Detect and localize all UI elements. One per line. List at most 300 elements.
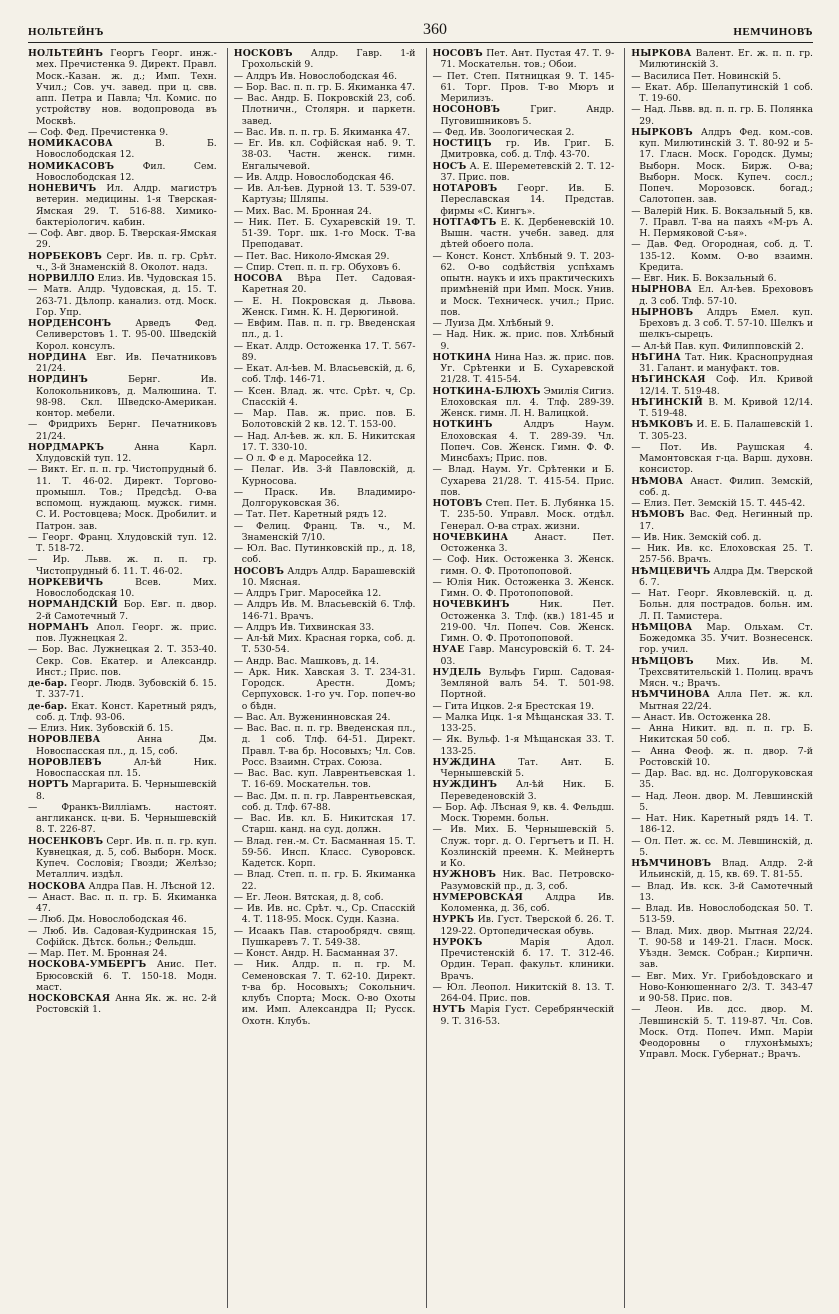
directory-entry: [234, 464, 416, 487]
directory-entry: [234, 341, 416, 364]
entry-details: Гита Ицков. 2-я Брестская 19.: [444, 700, 595, 712]
entry-details: Алдръ Емел. куп. Бреховъ д. 3 соб. Т. 57-10. Шелкъ и шелкъ-сырецъ.: [639, 306, 813, 341]
directory-entry: [28, 442, 217, 465]
entry-details: Екат. Абр. Шелапутинскій 1 соб. Т. 19-60.: [639, 81, 813, 104]
directory-entry: [631, 307, 813, 341]
directory-entry: [433, 599, 615, 644]
entry-surname: НОСЪ: [432, 160, 467, 172]
directory-entry: [234, 543, 416, 566]
entry-details: В. М. Кривой 12/14. Т. 519-48.: [639, 396, 813, 419]
directory-entry: [631, 273, 813, 284]
directory-entry: [433, 712, 615, 735]
directory-entry: [28, 734, 217, 757]
entry-details: В. Б. Новослободская 12.: [36, 138, 217, 161]
entry-details: Матв. Алдр. Чудовская, д. 15. Т. 263-71. Дѣлопр. канализ. отд. Моск. Гор. Упр.: [36, 284, 217, 318]
entry-details: Ел. Ал-ѣев. Брехововъ д. 3 соб. Тлф. 57-10.: [639, 284, 813, 307]
entry-details: Ник. Вас. Петровско-Разумовскій пр., д. 3, соб.: [440, 869, 615, 892]
directory-entry: [433, 982, 615, 1005]
entry-details: Вас. Дм. п. п. гр. Лаврентьевская, соб. д. Тлф. 67-88.: [241, 790, 416, 813]
entry-surname: НОРКЕВИЧЪ: [28, 576, 104, 588]
directory-entry: [433, 498, 615, 532]
entry-details: Ив. Ал-ѣев. Дурной 13. Т. 539-07. Картузы; Шляпы.: [241, 183, 416, 206]
directory-entry: [234, 633, 416, 656]
entry-details: Юл. Вас. Путинковскій пр., д. 18, соб.: [241, 543, 416, 566]
directory-entry: [234, 813, 416, 836]
directory-entry: [631, 498, 813, 509]
entry-surname: НУЖДИНА: [432, 756, 496, 768]
entry-details: Алдръ Ив. М. Власьевскій 6. Тлф. 146-71. Врачъ.: [241, 599, 416, 622]
directory-entry: [631, 689, 813, 712]
entry-details: Елиз. Ник. Зубовскій б. 15.: [40, 723, 174, 734]
entry-surname: НОМИКАСОВЪ: [28, 160, 115, 172]
directory-entry: [234, 127, 416, 138]
directory-entry: [433, 802, 615, 825]
entry-surname: НОРВИЛЛО: [28, 273, 95, 284]
entry-details: Валерій Ник. Б. Вокзальный 5, кв. 7. Правл. Т-ва на паяхъ «М-ръ А. Н. Пермяковой С-ья».: [639, 205, 813, 239]
directory-entry: [28, 183, 217, 228]
entry-surname: НУЖНОВЪ: [432, 869, 497, 881]
header-left-keyword: НОЛЬТЕЙНЪ: [28, 26, 104, 38]
entry-surname: НОСТИЦЪ: [432, 138, 492, 149]
entry-details: Валент. Ег. ж. п. п. гр. Милютинскій 3.: [639, 48, 813, 71]
entry-details: гр. Ив. Григ. Б. Дмитровка, соб. д. Тлф. 43-70.: [440, 138, 615, 161]
entry-details: Гавр. Мансуровскій 6. Т. 24-03.: [440, 644, 615, 667]
entry-details: Елиз. Пет. Земскій 15. Т. 445-42.: [643, 498, 806, 509]
entry-details: Соф. Авг. двор. Б. Тверская-Ямская 29.: [36, 228, 217, 251]
directory-entry: [234, 509, 416, 520]
directory-entry: [433, 644, 615, 667]
directory-entry: [433, 734, 615, 757]
directory-entry: [433, 824, 615, 869]
entry-surname: НОРМАНЪ: [28, 621, 89, 633]
directory-entry: [234, 712, 416, 723]
directory-entry: [631, 374, 813, 397]
directory-entry: [234, 318, 416, 341]
directory-entry: [631, 442, 813, 476]
entry-surname: НОРДМАРКЪ: [28, 441, 105, 453]
entry-surname: НОСКОВА: [28, 880, 86, 892]
directory-entry: [631, 622, 813, 656]
entry-details: Нина Наз. ж. прис. пов. Уг. Срѣтенки и Б. Сухаревской 21/28. Т. 415-54.: [440, 351, 615, 386]
entry-details: Ал-ѣй Ник. Б. Переведеновскій 3.: [440, 779, 615, 802]
entry-details: Василиса Пет. Новинскій 5.: [643, 70, 782, 82]
entry-details: Анна Никит. вд. п. п. гр. Б. Никитская 50 соб.: [639, 723, 813, 746]
entry-details: Ник. Ив. кс. Елоховская 25. Т. 257-56. Врачъ.: [639, 543, 813, 566]
entry-details: Пелаг. Ив. 3-й Павловскій, д. Курносова.: [241, 464, 416, 487]
entry-details: Исаакъ Пав. старообрядч. свящ. Пушкаревъ 7. Т. 549-38.: [241, 925, 416, 948]
entry-details: Маргарита. Б. Чернышевскій 8.: [36, 779, 217, 802]
directory-entry: [28, 599, 217, 622]
directory-entry: [631, 656, 813, 690]
directory-entry: [234, 521, 416, 544]
entry-details: Над. Ник. ж. прис. пов. Хлѣбный 9.: [440, 329, 615, 352]
entry-details: Фридрихъ Бернг. Печатниковъ 21/24.: [36, 419, 217, 442]
entry-details: О л. Ф е д. Маросейка 12.: [246, 453, 372, 464]
entry-surname: НОРОВЛЕВЪ: [28, 756, 102, 768]
entry-details: Соф. Ил. Кривой 12/14. Т. 519-48.: [639, 374, 813, 397]
directory-entry: [234, 836, 416, 870]
entry-details: А. Е. Шереметевскій 2. Т. 12-37. Прис. пов.: [440, 160, 615, 183]
entry-details: Евг. Мих. Уг. Грибоѣдовскаго и Ново-Конюшеннаго 2/3. Т. 343-47 и 90-58. Прис. пов.: [639, 970, 813, 1004]
entry-surname: де-бар.: [28, 700, 68, 712]
directory-entry: [631, 476, 813, 499]
entry-details: Ив. Густ. Тверской б. 26. Т. 129-22. Ортопедическая обувь.: [440, 914, 615, 937]
entry-surname: НУРОКЪ: [432, 936, 483, 948]
directory-entry: [28, 779, 217, 802]
entry-details: Екат. Ал-ѣев. М. Власьевскій, д. 6, соб. Тлф. 146-71.: [241, 363, 416, 386]
entry-details: Дар. Вас. вд. нс. Долгоруковская 35.: [639, 768, 813, 791]
directory-entry: [433, 161, 615, 184]
entry-surname: НОТКИНА: [432, 351, 492, 363]
entry-details: Ег. Ив. кл. Софійская наб. 9. Т. 38-03. Частн. женск. гимн. Енгалычевой.: [241, 138, 416, 172]
directory-entry: [433, 869, 615, 892]
directory-entry: [28, 419, 217, 442]
entry-details: Ксен. Влад. ж. чтс. Срѣт. ч, Ср. Спасскій 4.: [241, 385, 416, 408]
entry-details: Бор. Евг. п. двор. 2-й Самотечный 7.: [36, 599, 217, 622]
entry-details: Эмилія Сигиз. Елоховская пл. 4. Тлф. 289-39. Женск. гимн. Л. Н. Валицкой.: [440, 385, 615, 419]
entry-details: Бернг. Ив. Колокольниковъ, д. Малюшина. Т. 98-98. Скл. Шведско-Американ. контор. мебели.: [36, 374, 217, 419]
directory-entry: [234, 183, 416, 206]
directory-entry: [631, 971, 813, 1005]
directory-entry: [433, 914, 615, 937]
entry-details: Мар. Ольхам. Ст. Божедомка 35. Учит. Вознесенск. гор. учил.: [639, 621, 813, 656]
directory-entry: [28, 757, 217, 780]
entry-details: Влад. Ив. кск. 3-й Самотечный 13.: [639, 880, 813, 903]
directory-entry: [234, 588, 416, 599]
entry-details: Евг. Ив. Печатниковъ 21/24.: [36, 351, 217, 374]
directory-entry: [234, 892, 416, 903]
directory-entry: [28, 251, 217, 274]
entry-details: Ал-ѣй Мих. Красная горка, соб. д. Т. 530-54.: [241, 633, 416, 656]
entry-details: Анна Дм. Новоспасская пл., д. 15, соб.: [36, 734, 217, 757]
entry-details: Ег. Леон. Вятская, д. 8, соб.: [246, 891, 384, 903]
entry-details: Ив. Мих. Б. Чернышевскій 5. Служ. торг. д. О. Гергъетъ и П. Н. Козлинскій преемн. К. Мейнертъ и Ко.: [440, 824, 615, 869]
entry-surname: НѢМЦОВА: [631, 621, 693, 633]
entry-details: Люб. Дм. Новослободская 46.: [40, 914, 187, 926]
entry-surname: НОСОВЪ: [432, 48, 483, 59]
entry-details: Анна Як. ж. нс. 2-й Ростовскій 1.: [36, 993, 217, 1016]
entry-details: Леон. Ив. дсс. двор. М. Левшинскій 5. Т. 119-87. Чл. Сов. Моск. Отд. Попеч. Имп. Маріи Феодоровны о глухонѣмыхъ; Управл. Моск. Губернат.; Врачъ.: [639, 1004, 813, 1061]
entry-surname: НОТАРОВЪ: [432, 183, 498, 194]
entry-details: Бор. Аф. Лѣсная 9, кв. 4. Фельдш. Моск. Тюремн. больн.: [440, 801, 615, 824]
entry-details: Тат. Пет. Каретный рядъ 12.: [246, 509, 387, 521]
entry-details: Дав. Фед. Огородная, соб. д. Т. 135-12. Комм. О-во взаимн. Кредита.: [639, 239, 813, 273]
entry-surname: НОСКОВА-УМБЕРГЪ: [28, 959, 147, 971]
directory-entry: [28, 284, 217, 318]
entry-details: Юл. Леопол. Никитскій 8. 13. Т. 264-04. Прис. пов.: [440, 981, 615, 1004]
directory-entry: [631, 239, 813, 273]
entry-surname: НѢМОВЪ: [631, 509, 685, 521]
entry-details: Викт. Ег. п. п. гр. Чистопрудный б. 11. Т. 46-02. Директ. Торгово-промышл. Тов.; Предсѣд. О-ва вспомощ. нуждающ. мужск. гимн. С. И. Ростовцева; Моск. Дробилит. и Патрон. зав.: [36, 464, 217, 532]
directory-entry: [234, 273, 416, 296]
entry-details: Вас. Ив. п. п. гр. Б. Якиманка 47.: [246, 126, 411, 138]
directory-columns: [28, 48, 813, 1308]
entry-details: Ник. Пет. Остоженка 3. Тлф. (кв.) 181-45 и 219-00. Чл. Попеч. Сов. Женск. Гимн. О. Ф. Протопоповой.: [440, 599, 615, 644]
directory-entry: [433, 892, 615, 915]
entry-surname: НОТКИНА-БЛЮХЪ: [432, 385, 541, 397]
directory-entry: [433, 532, 615, 555]
directory-entry: [433, 329, 615, 352]
directory-entry: [631, 813, 813, 836]
directory-entry: [234, 791, 416, 814]
directory-entry: [631, 532, 813, 543]
directory-entry: [234, 948, 416, 959]
entry-details: Соф. Ник. Остоженка 3. Женск. гимн. О. Ф. Протопоповой.: [440, 554, 615, 577]
entry-surname: НОРДИНА: [28, 351, 87, 363]
directory-entry: [631, 104, 813, 127]
entry-details: Влад. Наум. Уг. Срѣтенки и Б. Сухарева 21/28. Т. 415-54. Прис. пов.: [440, 464, 615, 498]
entry-details: Ил. Алдр. магистръ ветерин. медицины. 1-я Тверская-Ямская 29. Т. 516-88. Химико-бактеріологич. кабин.: [36, 183, 217, 228]
entry-surname: НОРДИНЪ: [28, 374, 89, 386]
entry-details: Вульфъ Гирш. Садовая-Земляной валъ 54. Т. 501-98. Портной.: [440, 666, 615, 701]
entry-details: Алдръ Григ. Маросейка 12.: [246, 588, 382, 599]
entry-details: Ал-ѣй Ник. Новоспасская пл. 15.: [36, 756, 217, 779]
entry-details: Влад. ген.-м. Ст. Басманная 15. Т. 59-56. Инсп. Класс. Суворовск. Кадетск. Корп.: [241, 835, 416, 869]
entry-details: Алла Пет. ж. кл. Мытная 22/24.: [639, 689, 813, 712]
directory-entry: [433, 217, 615, 251]
entry-details: И. Е. Б. Палашевскій 1. Т. 305-23.: [639, 419, 813, 442]
directory-entry: [631, 791, 813, 814]
directory-entry: [234, 48, 416, 71]
directory-entry: [28, 914, 217, 925]
directory-entry: [28, 138, 217, 161]
entry-surname: НЫРНОВЪ: [631, 306, 694, 318]
directory-entry: [28, 464, 217, 532]
directory-entry: [234, 453, 416, 464]
entry-surname: НУДЕЛЬ: [432, 666, 482, 678]
directory-entry: [28, 352, 217, 375]
entry-details: Алдръ Алдр. Барашевскій 10. Мясная.: [241, 565, 416, 588]
directory-entry: [631, 881, 813, 904]
entry-details: Влад. Мих. двор. Мытная 22/24. Т. 90-58 и 149-21. Гласн. Моск. Уѣздн. Земск. Собран.; Кирпичн. зав.: [639, 925, 813, 971]
entry-details: Апол. Георг. ж. прис. пов. Лужнецкая 2.: [36, 621, 217, 644]
entry-surname: НУАЕ: [432, 644, 465, 656]
entry-details: Бор. Вас. Лужнецкая 2. Т. 353-40. Секр. Сов. Екатер. и Александр. Инст.; Прис. пов.: [36, 644, 217, 678]
entry-details: Ив. Ник. Земскій соб. д.: [643, 531, 762, 543]
directory-entry: [433, 554, 615, 577]
entry-details: Ол. Пет. ж. сс. М. Левшинскій, д. 5.: [639, 835, 813, 858]
entry-details: Фед. Ив. Зоологическая 2.: [444, 126, 575, 138]
entry-details: Над. Леон. двор. М. Левшинскій 5.: [639, 790, 813, 813]
directory-entry: [234, 903, 416, 926]
directory-entry: [28, 622, 217, 645]
entry-details: Екат. Алдр. Остоженка 17. Т. 567-89.: [241, 340, 416, 363]
entry-surname: НОМИКАСОВА: [28, 138, 113, 149]
column-2: [227, 48, 416, 1308]
entry-details: Фелиц. Франц. Тв. ч., М. Знаменскій 7/10.: [241, 520, 416, 543]
entry-details: Спир. Степ. п. п. гр. Обуховъ 6.: [246, 261, 401, 273]
entry-surname: НОСОНОВЪ: [432, 104, 501, 116]
directory-entry: [234, 93, 416, 127]
entry-details: Алдръ Наум. Елоховская 4. Т. 289-39. Чл. Попеч. Сов. Женск. Гимн. Ф. Ф. Минсбахъ; Прис. пов.: [440, 419, 615, 464]
directory-entry: [234, 667, 416, 712]
directory-entry: [234, 431, 416, 454]
directory-entry: [234, 926, 416, 949]
entry-details: Георгъ Георг. инж.-мех. Пречистенка 9. Директ. Правл. Моск.-Казан. ж. д.; Имп. Техн. Учил.; Сов. уч. завед. при ц. свв. апп. Петра и Павла; Чл. Комис. по устройству нов. водопровода въ Москвѣ.: [36, 48, 217, 127]
directory-entry: [433, 757, 615, 780]
entry-surname: НЫРКОВЪ: [631, 126, 693, 138]
entry-surname: НОТГАФТЪ: [432, 216, 497, 228]
directory-entry: [631, 926, 813, 971]
entry-details: Фил. Сем. Новослободская 12.: [36, 160, 217, 183]
directory-entry: [28, 723, 217, 734]
directory-entry: [234, 262, 416, 273]
directory-entry: [433, 667, 615, 701]
directory-entry: [631, 206, 813, 240]
column-3: [426, 48, 615, 1308]
directory-entry: [433, 779, 615, 802]
directory-entry: [28, 701, 217, 724]
directory-entry: [28, 318, 217, 352]
entry-details: Ир. Львв. ж. п. п. гр. Чистопрудный б. 11. Т. 46-02.: [36, 554, 217, 577]
directory-entry: [631, 566, 813, 589]
entry-surname: НУЖДИНЪ: [432, 779, 498, 791]
directory-entry: [234, 487, 416, 510]
entry-details: Алдра Ив. Коломенка, д. 36, соб.: [440, 891, 615, 914]
directory-entry: [234, 656, 416, 667]
directory-entry: [28, 374, 217, 419]
entry-details: Пет. Вас. Николо-Ямская 29.: [246, 250, 390, 262]
directory-entry: [433, 183, 615, 217]
directory-entry: [631, 836, 813, 859]
entry-surname: НОНЕВИЧЪ: [28, 183, 97, 194]
directory-entry: [234, 566, 416, 589]
entry-details: Вѣра Пет. Садовая-Каретная 20.: [241, 273, 416, 296]
directory-entry: [28, 802, 217, 836]
directory-entry: [433, 419, 615, 464]
entry-surname: НѢМЧИНОВА: [631, 689, 710, 701]
directory-entry: [631, 509, 813, 532]
entry-surname: НОЧЕВКИНА: [432, 531, 509, 543]
entry-details: Праск. Ив. Владимиро-Долгоруковская 36.: [241, 486, 416, 509]
directory-entry: [433, 386, 615, 420]
directory-entry: [234, 172, 416, 183]
directory-entry: [28, 273, 217, 284]
directory-entry: [28, 926, 217, 949]
entry-details: Анаст. Филип. Земскій, соб. д.: [639, 475, 813, 498]
directory-entry: [28, 993, 217, 1016]
directory-entry: [28, 161, 217, 184]
directory-entry: [234, 71, 416, 82]
directory-entry: [433, 352, 615, 386]
entry-surname: НѢГИНСКІЙ: [631, 396, 703, 408]
entry-details: Луиза Дм. Хлѣбный 9.: [444, 318, 554, 329]
column-4: [624, 48, 813, 1308]
entry-details: Евг. Ник. Б. Вокзальный 6.: [643, 273, 777, 284]
entry-details: Алдръ Фед. ком.-сов. куп. Милютинскій 3. Т. 80-92 и 5-17. Гласн. Моск. Городск. Думы; Выборн. Моск. Бирж. О-ва; Выборн. Моск. Купеч. сосл.; Попеч. Морозовск. богад.; Салотопен. зав.: [639, 126, 813, 206]
directory-entry: [433, 1004, 615, 1027]
entry-surname: НѢМКОВЪ: [631, 419, 694, 431]
directory-entry: [631, 419, 813, 442]
entry-details: Мар. Пав. ж. прис. пов. Б. Болотовскій 2 кв. 12. Т. 153-00.: [241, 408, 416, 431]
directory-entry: [433, 48, 615, 71]
entry-details: Вас. Вас. куп. Лаврентьевская 1. Т. 16-69. Москательн. тов.: [241, 768, 416, 791]
entry-surname: НѢГИНСКАЯ: [631, 374, 706, 386]
entry-details: Анаст. Пет. Остоженка 3.: [440, 531, 615, 554]
directory-entry: [234, 363, 416, 386]
entry-details: Малка Ицк. 1-я Мѣщанская 33. Т. 133-25.: [440, 711, 615, 734]
entry-details: Е. Н. Покровская д. Львова. Женск. Гимн. К. Н. Дерюгиной.: [241, 295, 416, 318]
entry-details: Вас. Ал. Вуженинновская 24.: [246, 711, 391, 723]
entry-surname: НОСОВА: [233, 273, 283, 284]
directory-entry: [234, 622, 416, 633]
directory-entry: [28, 948, 217, 959]
header-right-keyword: НЕМЧИНОВЪ: [733, 26, 813, 38]
entry-details: Анис. Пет. Брюсовскій 6. Т. 150-18. Модн. маст.: [36, 959, 217, 993]
entry-details: Пет. Степ. Пятницкая 9. Т. 145-61. Торг. Пров. Т-во Мюръ и Мерилизъ.: [440, 70, 615, 104]
entry-details: Марія Адол. Пречистенскій б. 17. Т. 312-46. Ордин. Терап. факульт. клиники. Врачъ.: [440, 936, 615, 982]
entry-surname: НѢМЦЕВИЧЪ: [631, 565, 711, 577]
directory-entry: [234, 599, 416, 622]
entry-surname: НЫРНОВА: [631, 284, 692, 296]
entry-details: Анаст. Ив. Остоженка 28.: [643, 711, 771, 723]
directory-entry: [631, 768, 813, 791]
directory-entry: [631, 397, 813, 420]
entry-details: Ив. Ив. нс. Срѣт. ч., Ср. Спасскій 4. Т. 118-95. Моск. Судн. Казна.: [241, 903, 416, 926]
directory-entry: [28, 127, 217, 138]
entry-surname: НОСКОВЪ: [233, 48, 293, 59]
directory-entry: [433, 318, 615, 329]
entry-details: Влад. Степ. п. п. гр. Б. Якиманка 22.: [241, 869, 416, 892]
directory-entry: [433, 104, 615, 127]
directory-entry: [234, 296, 416, 319]
directory-entry: [28, 532, 217, 555]
entry-details: Георг. Людв. Зубовскій б. 15. Т. 337-71.: [36, 678, 217, 701]
entry-details: Серг. Ив. п. п. гр. куп. Кувнецкая, д. 5, соб. Выборн. Моск. Купеч. Сословія; Гвозди; Желѣзо; Металлич. издѣл.: [36, 835, 217, 881]
entry-details: Юлія Ник. Остоженка 3. Женск. Гимн. О. Ф. Протопоповой.: [440, 576, 615, 599]
entry-surname: НОРБЕКОВЪ: [28, 250, 103, 262]
entry-details: Конст. Андр. Н. Басманная 37.: [246, 948, 399, 959]
entry-surname: НОРДЕНСОНЪ: [28, 318, 112, 329]
entry-details: Мар. Пет. М. Бронная 24.: [40, 948, 168, 959]
entry-details: Нат. Ник. Каретный рядъ 14. Т. 186-12.: [639, 813, 813, 836]
entry-details: Вас. Фед. Негинный пр. 17.: [639, 509, 813, 532]
entry-details: Георг. Ив. Б. Переславская 14. Представ. фирмы «С. Кингъ».: [440, 183, 615, 217]
entry-details: Степ. Пет. Б. Лубянка 15. Т. 235-50. Управл. Моск. отдѣл. Генерал. О-ва страх. жизни.: [440, 498, 615, 532]
directory-entry: [433, 71, 615, 105]
directory-entry: [28, 48, 217, 127]
directory-entry: [234, 217, 416, 251]
entry-details: Елиз. Ив. Чудовская 15.: [97, 273, 217, 284]
directory-entry: [234, 206, 416, 217]
running-header: [28, 20, 813, 43]
entry-surname: НОРТЪ: [28, 779, 69, 791]
entry-surname: НОСОВЪ: [233, 565, 285, 577]
entry-surname: де-бар.: [28, 678, 68, 689]
entry-details: Ник. Пет. Б. Сухаревскій 19. Т. 51-39. Торг. шк. 1-го Моск. Т-ва Преподават.: [241, 216, 416, 251]
entry-details: Конст. Конст. Хлѣбный 9. Т. 203-62. О-во содѣйствія успѣхамъ опытн. наукъ и ихъ практическихъ примѣненій при Имп. Моск. Унив. и Моск. Техническ. учил.; Прис. пов.: [440, 250, 615, 318]
directory-entry: [631, 284, 813, 307]
directory-entry: [234, 959, 416, 1027]
entry-details: Вас. Ив. кл. Б. Никитская 17. Старш. канд. на суд. должн.: [241, 813, 416, 836]
entry-details: Пот. Ив. Раушская 4. Мамонтовская г-ца. Варш. духовн. консистор.: [639, 441, 813, 476]
entry-surname: НОСЕНКОВЪ: [28, 835, 104, 847]
entry-surname: НѢГИНА: [631, 351, 681, 363]
directory-entry: [631, 858, 813, 881]
entry-details: Над. Львв. вд. п. п. гр. Б. Полянка 29.: [639, 104, 813, 127]
entry-details: Бор. Вас. п. п. гр. Б. Якиманка 47.: [246, 81, 416, 93]
page-number: 360: [423, 21, 447, 38]
entry-details: Ив. Алдр. Новослободская 46.: [246, 171, 395, 183]
entry-surname: НОЛЬТЕЙНЪ: [28, 48, 104, 59]
entry-details: Евфим. Пав. п. п. гр. Введенская пл., д. 1.: [241, 318, 416, 341]
entry-details: Анна Феоф. ж. п. двор. 7-й Ростовскій 10.: [639, 745, 813, 768]
directory-entry: [28, 892, 217, 915]
entry-details: Арведъ Фед. Селиверстовъ 1. Т. 95-00. Шведскій Корол. консулъ.: [36, 318, 217, 352]
entry-details: Серг. Ив. п. гр. Срѣт. ч., 3-й Знаменскій 8. Околот. надз.: [36, 250, 217, 273]
directory-entry: [631, 71, 813, 82]
directory-entry: [234, 386, 416, 409]
